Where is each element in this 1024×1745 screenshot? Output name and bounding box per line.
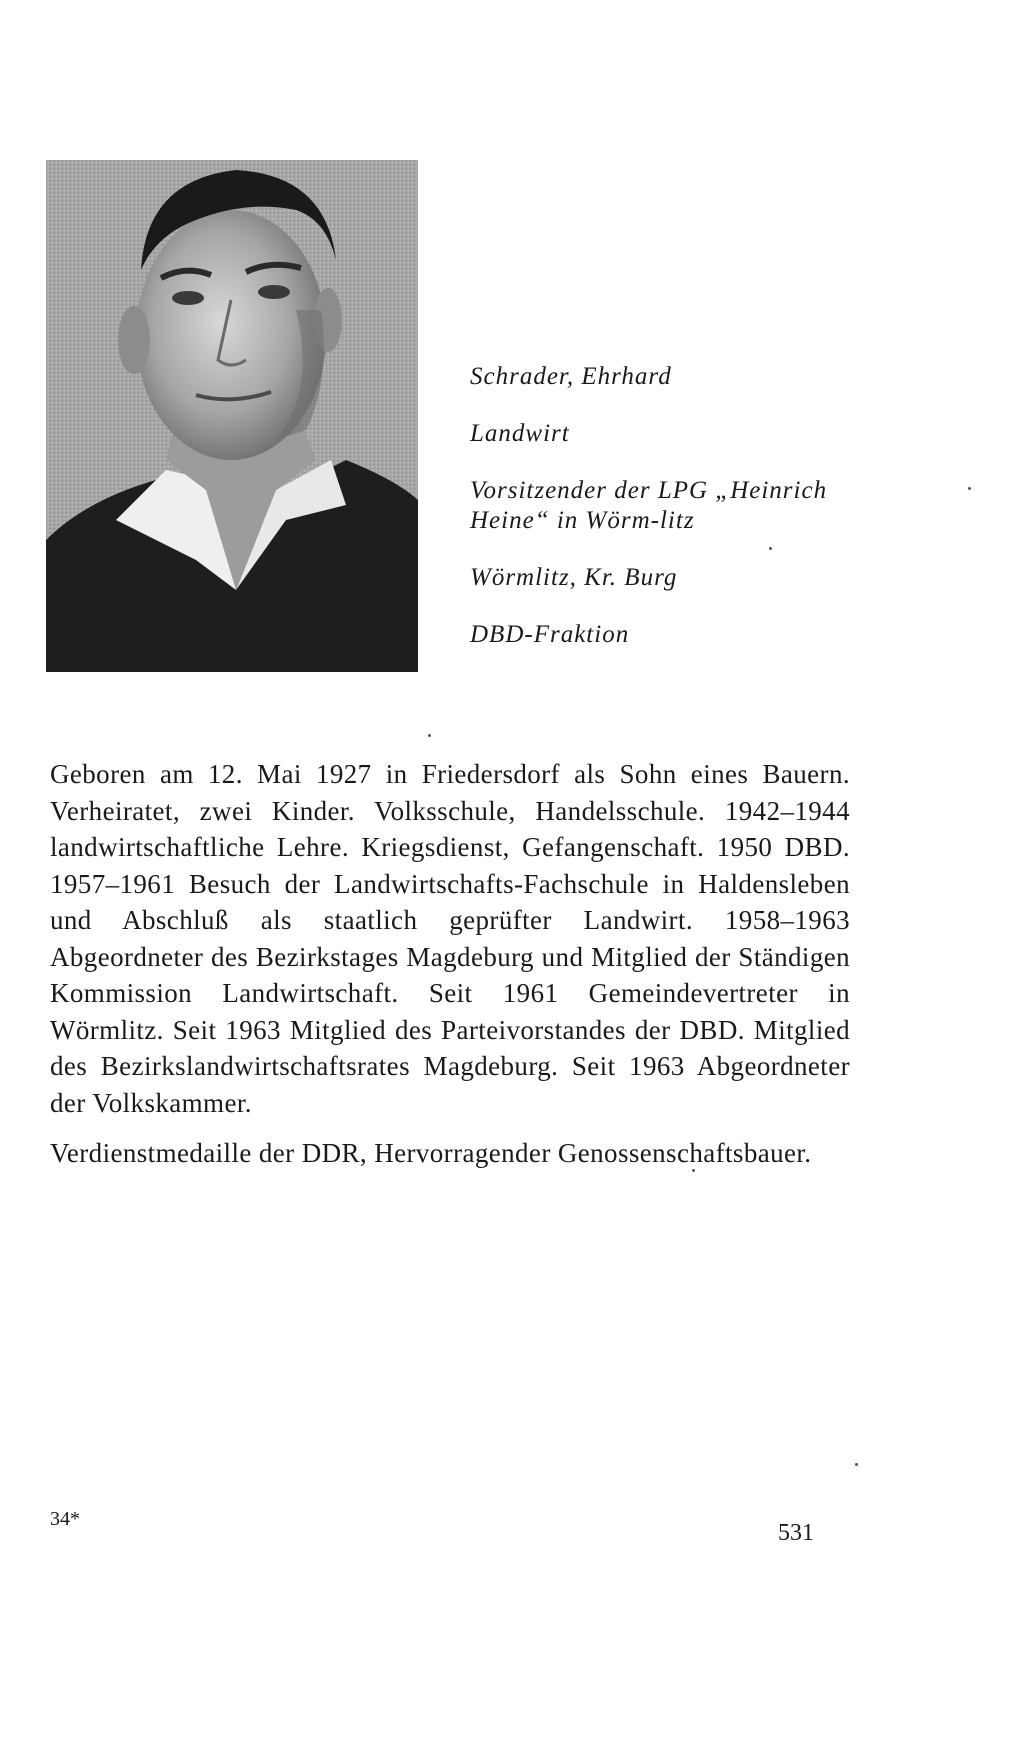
bio-paragraph: Geboren am 12. Mai 1927 in Friedersdorf als Sohn eines Bauern. Verheiratet, zwei Kinder. Volksschule, Handelsschule. 1942–1944 landwirtschaftliche Lehre. Kriegsdienst, Gefangenschaft. 1950 DBD. 1957–1961 Besuch der Landwirtschafts-Fachschule in Haldensleben und Abschluß als staatlich geprüfter Landwirt. 1958–1963 Abgeordneter des Bezirkstages Magdeburg und Mitglied der Ständigen Kommission Landwirtschaft. Seit 1961 Gemeindevertreter in Wörmlitz. Seit 1963 Mitglied des Parteivorstandes der DBD. Mitglied des Bezirkslandwirtschaftsrates Magdeburg. Seit 1963 Abgeordneter der Volkskammer. (50, 759, 850, 1118)
person-name: Schrader, Ehrhard (470, 363, 672, 390)
address: Wörmlitz, Kr. Burg (470, 564, 678, 591)
biography (50, 756, 850, 1186)
page-number: 531 (778, 1520, 814, 1546)
signature-mark: 34* (50, 1508, 80, 1530)
portrait-photo (46, 160, 418, 672)
print-speck (855, 1463, 858, 1466)
print-speck (769, 547, 772, 550)
position: Vorsitzender der LPG „Heinrich Heine“ in Wörm-litz (470, 477, 828, 534)
print-speck (428, 734, 431, 737)
entry-header (470, 362, 890, 677)
profession: Landwirt (470, 420, 570, 447)
faction: DBD-Fraktion (470, 621, 630, 648)
awards-paragraph: Verdienstmedaille der DDR, Hervorragender Genossenschaftsbauer. (50, 1138, 812, 1168)
print-speck (968, 487, 971, 490)
print-speck (692, 1169, 695, 1172)
